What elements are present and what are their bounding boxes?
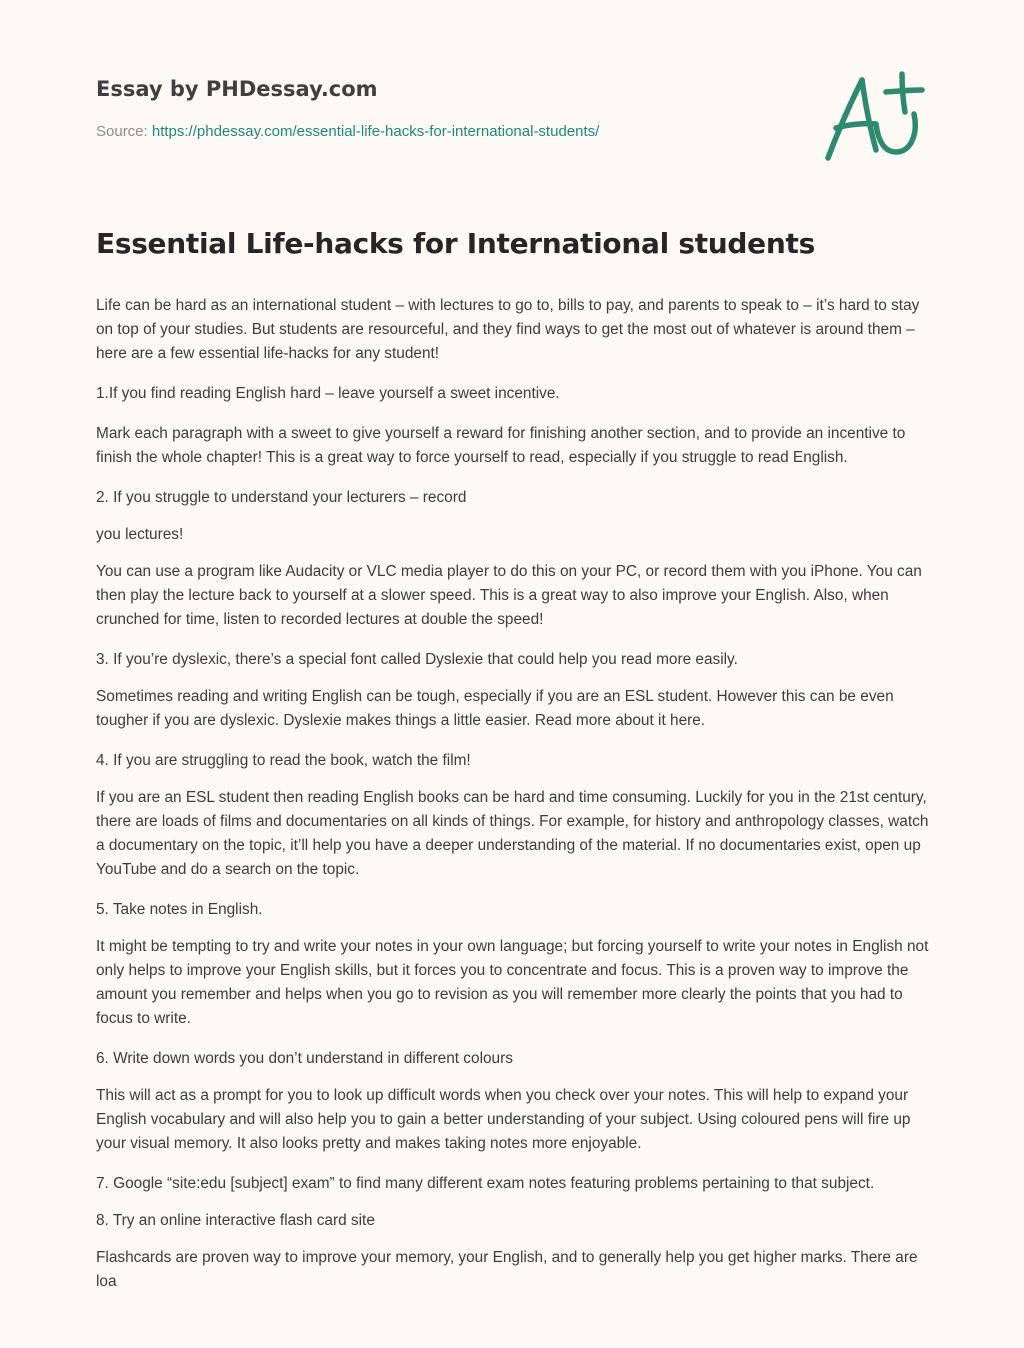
tip-5-body: It might be tempting to try and write your notes in your own language; but forcing yourself to write your notes in English not only helps to improve your English skills, but it forces you to concentrate and focus. This is a proven way to improve the amount you remember and helps when you go to revision as you will remember more clearly the points that you had to focus to write. [96, 938, 929, 1027]
a-plus-logo-icon [818, 66, 928, 166]
tip-7-heading: 7. Google “site:edu [subject] exam” to find many different exam notes featuring problems pertaining to that subject. [96, 1175, 875, 1192]
tip-1-heading: 1.If you find reading English hard – leave yourself a sweet incentive. [96, 385, 560, 402]
tip-3-heading: 3. If you’re dyslexic, there’s a special font called Dyslexie that could help you read more easily. [96, 651, 738, 668]
tip-1-body: Mark each paragraph with a sweet to give yourself a reward for finishing another section, and to provide an incentive to finish the whole chapter! This is a great way to force yourself to read, especially if you struggle to read English. [96, 425, 906, 466]
tip-4-body: If you are an ESL student then reading English books can be hard and time consuming. Luckily for you in the 21st century, there are loads of films and documentaries on all kinds of things. For example, for history and anthropology classes, watch a documentary on the topic, it’ll help you have a deeper understanding of the material. If no documentaries exist, open up YouTube and do a search on the topic. [96, 789, 929, 878]
tip-5-heading: 5. Take notes in English. [96, 901, 263, 918]
tip-4-heading: 4. If you are struggling to read the book, watch the film! [96, 752, 471, 769]
source-link[interactable]: https://phdessay.com/essential-life-hacks-for-international-students/ [151, 123, 600, 140]
tip-2-heading-continued: you lectures! [96, 526, 184, 543]
page-header [96, 74, 796, 142]
tip-8-heading: 8. Try an online interactive flash card site [96, 1212, 375, 1229]
essay-article [96, 224, 930, 1310]
source-line [96, 122, 796, 142]
paragraph-intro: Life can be hard as an international student – with lectures to go to, bills to pay, and parents to speak to – it’s hard to stay on top of your studies. But students are resourceful, and they find ways to get the most out of whatever is around them – here are a few essential life-hacks for any student! [96, 297, 920, 362]
essay-title: Essential Life-hacks for International students [96, 227, 815, 260]
tip-3-body: Sometimes reading and writing English can be tough, especially if you are an ESL student. However this can be even tougher if you are dyslexic. Dyslexie makes things a little easier. Read more about it here. [96, 688, 894, 729]
tip-2-body: You can use a program like Audacity or VLC media player to do this on your PC, or record them with you iPhone. You can then play the lecture back to yourself at a slower speed. This is a great way to also improve your English. Also, when crunched for time, listen to recorded lectures at double the speed! [96, 563, 922, 628]
tip-6-heading: 6. Write down words you don’t understand in different colours [96, 1050, 513, 1067]
tip-2-heading: 2. If you struggle to understand your lecturers – record [96, 489, 467, 506]
tip-8-body: Flashcards are proven way to improve your memory, your English, and to generally help you get higher marks. There are loa [96, 1249, 918, 1290]
tip-6-body: This will act as a prompt for you to look up difficult words when you check over your notes. This will help to expand your English vocabulary and will also help you to gain a better understanding of your subject. Using coloured pens will fire up your visual memory. It also looks pretty and makes taking notes more enjoyable. [96, 1087, 911, 1152]
brand-title: Essay by PHDessay.com [96, 77, 378, 101]
source-label: Source: [96, 123, 148, 140]
